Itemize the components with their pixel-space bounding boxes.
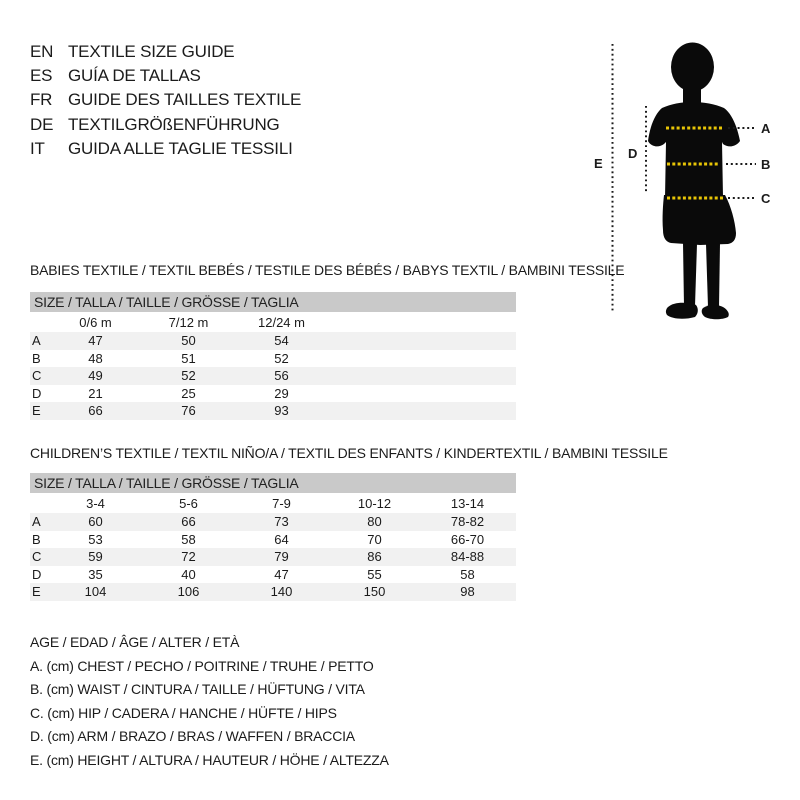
lang-title: TEXTILE SIZE GUIDE [68, 42, 235, 62]
measurement-legend [30, 631, 590, 773]
table-cell: 93 [274, 403, 289, 419]
lang-code: ES [30, 66, 53, 86]
lang-code: DE [30, 114, 54, 134]
table-cell: 53 [88, 531, 103, 547]
row-label: A [32, 333, 41, 349]
row-label: C [32, 368, 42, 384]
table-row [30, 513, 516, 531]
table-cell: 84-88 [450, 549, 485, 565]
table-cell: 70 [367, 531, 382, 547]
silhouette-left-shoe [666, 303, 698, 319]
row-label: B [32, 531, 41, 547]
table-cell: 54 [274, 333, 289, 349]
table-row [30, 548, 516, 566]
legend-age-line: AGE / EDAD / ÂGE / ALTER / ETÀ [30, 634, 240, 650]
lang-code: IT [30, 138, 45, 158]
table-cell: 50 [181, 333, 196, 349]
table-cell: 106 [177, 584, 200, 600]
table-row [30, 531, 516, 549]
lang-row-fr [30, 88, 301, 112]
row-label: D [32, 385, 42, 401]
table-cell: 80 [367, 514, 382, 530]
babies-column-header-row [30, 312, 516, 332]
table-row [30, 385, 516, 403]
table-cell: 47 [88, 333, 103, 349]
lang-code: EN [30, 42, 54, 62]
row-label: E [32, 403, 41, 419]
table-cell: 73 [274, 514, 289, 530]
table-cell: 59 [88, 549, 103, 565]
children-size-table [30, 473, 516, 601]
figure-label-b: B [761, 157, 771, 172]
lang-title: GUIDE DES TAILLES TEXTILE [68, 90, 302, 110]
column-header: 12/24 m [258, 314, 305, 330]
lang-row-en [30, 40, 301, 64]
table-row [30, 367, 516, 385]
figure-label-d: D [628, 146, 638, 161]
row-label: A [32, 514, 41, 530]
table-row [30, 566, 516, 584]
table-cell: 58 [460, 566, 475, 582]
column-header: 0/6 m [79, 314, 112, 330]
table-cell: 140 [270, 584, 293, 600]
column-header: 13-14 [450, 495, 485, 511]
column-header: 3-4 [86, 495, 105, 511]
lang-title: TEXTILGRÖßENFÜHRUNG [68, 114, 280, 134]
table-row [30, 583, 516, 601]
legend-item-height: E. (cm) HEIGHT / ALTURA / HAUTEUR / HÖHE / ALTEZZA [30, 751, 389, 768]
figure-label-a: A [761, 121, 771, 136]
silhouette-right-shoe [702, 305, 729, 319]
table-cell: 52 [181, 368, 196, 384]
row-label: D [32, 566, 42, 582]
table-cell: 64 [274, 531, 289, 547]
babies-size-table [30, 292, 516, 420]
table-cell: 104 [84, 584, 107, 600]
figure-label-e: E [594, 156, 603, 171]
table-cell: 47 [274, 566, 289, 582]
table-row [30, 332, 516, 350]
lang-row-de [30, 113, 301, 137]
lang-row-it [30, 137, 301, 161]
table-row [30, 350, 516, 368]
lang-title: GUÍA DE TALLAS [68, 66, 201, 86]
silhouette-left-leg [683, 243, 697, 306]
table-cell: 55 [367, 566, 382, 582]
table-cell: 25 [181, 385, 196, 401]
table-cell: 66 [88, 403, 103, 419]
child-silhouette [648, 43, 740, 320]
table-cell: 49 [88, 368, 103, 384]
column-header: 7/12 m [168, 314, 209, 330]
child-measurement-figure [580, 25, 800, 330]
column-header: 10-12 [357, 495, 392, 511]
silhouette-shirt [648, 102, 740, 202]
legend-item-hip: C. (cm) HIP / CADERA / HANCHE / HÜFTE / HIPS [30, 704, 337, 721]
column-header: 7-9 [272, 495, 291, 511]
table-cell: 21 [88, 385, 103, 401]
table-cell: 79 [274, 549, 289, 565]
legend-item-arm: D. (cm) ARM / BRAZO / BRAS / WAFFEN / BRACCIA [30, 728, 355, 745]
children-size-header-bar: SIZE / TALLA / TAILLE / GRÖSSE / TAGLIA [30, 473, 516, 493]
table-cell: 60 [88, 514, 103, 530]
table-cell: 76 [181, 403, 196, 419]
table-cell: 72 [181, 549, 196, 565]
lang-code: FR [30, 90, 53, 110]
table-cell: 52 [274, 350, 289, 366]
babies-table-title: BABIES TEXTILE / TEXTIL BEBÉS / TESTILE DES BÉBÉS / BABYS TEXTIL / BAMBINI TESSILE [30, 262, 625, 278]
children-column-header-row [30, 493, 516, 513]
table-cell: 86 [367, 549, 382, 565]
babies-size-header-bar: SIZE / TALLA / TAILLE / GRÖSSE / TAGLIA [30, 292, 516, 312]
table-cell: 35 [88, 566, 103, 582]
table-cell: 66 [181, 514, 196, 530]
figure-label-c: C [761, 191, 771, 206]
table-cell: 58 [181, 531, 196, 547]
lang-row-es [30, 64, 301, 88]
silhouette-shorts [663, 195, 736, 245]
table-cell: 78-82 [450, 514, 485, 530]
table-cell: 150 [363, 584, 386, 600]
row-label: C [32, 549, 42, 565]
table-cell: 51 [181, 350, 196, 366]
table-cell: 98 [460, 584, 475, 600]
legend-item-waist: B. (cm) WAIST / CINTURA / TAILLE / HÜFTUNG / VITA [30, 681, 365, 698]
table-row [30, 402, 516, 420]
table-cell: 66-70 [450, 531, 485, 547]
lang-title: GUIDA ALLE TAGLIE TESSILI [68, 138, 293, 158]
language-title-list [30, 40, 301, 161]
table-cell: 48 [88, 350, 103, 366]
row-label: B [32, 350, 41, 366]
children-table-title: CHILDREN’S TEXTILE / TEXTIL NIÑO/A / TEXTIL DES ENFANTS / KINDERTEXTIL / BAMBINI TESSILE [30, 445, 668, 461]
legend-item-chest: A. (cm) CHEST / PECHO / POITRINE / TRUHE / PETTO [30, 657, 374, 674]
table-cell: 40 [181, 566, 196, 582]
table-cell: 29 [274, 385, 289, 401]
column-header: 5-6 [179, 495, 198, 511]
table-cell: 56 [274, 368, 289, 384]
silhouette-right-leg [706, 243, 720, 307]
row-label: E [32, 584, 41, 600]
